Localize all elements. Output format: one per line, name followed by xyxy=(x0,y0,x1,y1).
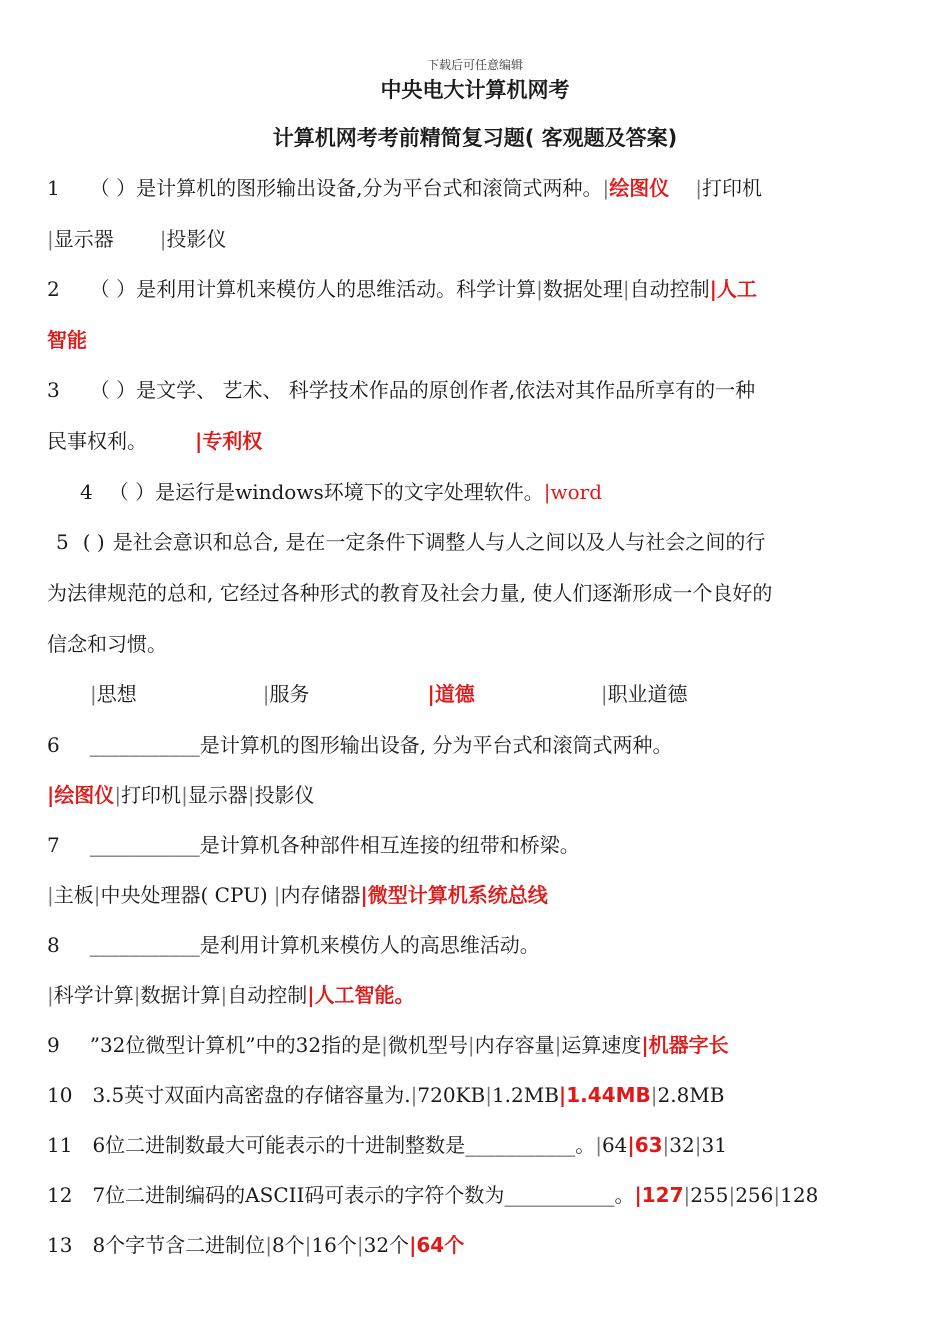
separator: | xyxy=(641,1033,649,1057)
question-number: 11 xyxy=(47,1133,73,1157)
question-paren: （ ） xyxy=(89,176,137,200)
separator: | xyxy=(181,783,188,807)
separator: | xyxy=(265,1233,272,1257)
separator: | xyxy=(307,983,315,1007)
separator: | xyxy=(427,682,435,706)
question-4-line-1 xyxy=(80,478,602,506)
question-7-options xyxy=(47,881,548,909)
separator: | xyxy=(634,1183,642,1207)
question-paren: （ ） xyxy=(89,378,137,402)
separator: | xyxy=(273,883,281,907)
correct-answer: 道德 xyxy=(434,682,475,706)
separator: | xyxy=(694,1133,702,1157)
question-number: 5 xyxy=(56,530,69,554)
separator: | xyxy=(262,682,270,706)
question-number: 12 xyxy=(47,1183,73,1207)
question-number: 1 xyxy=(47,176,60,200)
separator: | xyxy=(595,1133,602,1157)
option: 内存储器 xyxy=(280,883,361,907)
question-7-line-1 xyxy=(47,831,580,859)
question-number: 13 xyxy=(47,1233,73,1257)
question-text: 6位二进制数最大可能表示的十进制整数是 xyxy=(92,1133,466,1157)
question-number: 2 xyxy=(47,277,60,301)
separator: | xyxy=(622,277,630,301)
option: 投影仪 xyxy=(254,783,315,807)
question-5-line-2 xyxy=(47,579,772,607)
question-6-line-1 xyxy=(47,731,672,759)
separator: | xyxy=(709,277,717,301)
separator: | xyxy=(728,1183,736,1207)
document-subtitle: 计算机网考考前精简复习题( 客观题及答案) xyxy=(272,126,678,150)
separator: | xyxy=(695,176,702,200)
separator: | xyxy=(114,783,122,807)
separator: | xyxy=(159,227,167,251)
option: 打印机 xyxy=(121,783,182,807)
option: 32个 xyxy=(363,1233,410,1257)
separator: | xyxy=(195,429,203,453)
question-text: 3.5英寸双面内高密盘的存储容量为. xyxy=(92,1083,411,1107)
question-text: 是计算机各种部件相互连接的纽带和桥梁。 xyxy=(199,833,580,857)
document-title: 中央电大计算机网考 xyxy=(380,78,570,102)
separator: | xyxy=(467,1033,475,1057)
answer-blank: ___________ xyxy=(89,833,200,857)
question-text: 信念和习惯。 xyxy=(47,632,167,656)
answer-blank: ___________ xyxy=(89,733,200,757)
answer-blank: ___________ xyxy=(465,1133,576,1157)
question-text: 是利用计算机来模仿人的高思维活动。 xyxy=(199,933,540,957)
correct-answer: 63 xyxy=(634,1133,663,1157)
correct-answer: 64个 xyxy=(416,1233,465,1257)
option: 自动控制 xyxy=(227,983,308,1007)
option: 职业道德 xyxy=(607,682,688,706)
question-end: 。 xyxy=(575,1133,596,1157)
option: 投影仪 xyxy=(166,227,227,251)
option: 思想 xyxy=(96,682,137,706)
question-number: 10 xyxy=(47,1083,73,1107)
question-5-line-3 xyxy=(47,630,167,658)
correct-answer: 1.44MB xyxy=(566,1083,651,1107)
question-number: 9 xyxy=(47,1033,60,1057)
question-text: 民事权利。 xyxy=(47,429,147,453)
separator: | xyxy=(220,983,228,1007)
separator: | xyxy=(536,277,543,301)
separator: | xyxy=(662,1133,670,1157)
question-text: 是文学、 艺术、 科学技术作品的原创作者,依法对其作品所享有的一种 xyxy=(136,378,756,402)
question-2-line-2 xyxy=(47,326,87,354)
question-9-line-1 xyxy=(47,1031,729,1059)
option: 720KB xyxy=(417,1083,486,1107)
option: 服务 xyxy=(269,682,310,706)
option: 科学计算 xyxy=(53,983,134,1007)
separator: | xyxy=(543,480,551,504)
question-paren: （ ） xyxy=(89,277,137,301)
correct-answer: 机器字长 xyxy=(648,1033,729,1057)
question-end: 。 xyxy=(614,1183,635,1207)
option: 1.2MB xyxy=(491,1083,559,1107)
option: 数据计算 xyxy=(140,983,221,1007)
question-text: 7位二进制编码的ASCII码可表示的字符个数为 xyxy=(92,1183,505,1207)
question-2-line-1 xyxy=(47,275,757,303)
option: 64 xyxy=(601,1133,628,1157)
option: 科学计算 xyxy=(456,277,537,301)
question-5-line-1 xyxy=(56,528,765,556)
question-number: 8 xyxy=(47,933,60,957)
answer-blank: ___________ xyxy=(504,1183,615,1207)
separator: | xyxy=(47,783,55,807)
question-text: 是计算机的图形输出设备,分为平台式和滚筒式两种。 xyxy=(136,176,603,200)
separator: | xyxy=(47,227,54,251)
separator: | xyxy=(356,1233,364,1257)
question-number: 3 xyxy=(47,378,60,402)
question-text: 是利用计算机来模仿人的思维活动。 xyxy=(136,277,457,301)
question-text: 是计算机的图形输出设备, 分为平台式和滚筒式两种。 xyxy=(199,733,673,757)
question-11-line-1 xyxy=(47,1131,727,1159)
option: 内存容量 xyxy=(474,1033,555,1057)
question-8-options xyxy=(47,981,415,1009)
option: 运算速度 xyxy=(561,1033,642,1057)
option: 128 xyxy=(780,1183,819,1207)
option: 主板 xyxy=(53,883,94,907)
separator: | xyxy=(90,682,97,706)
separator: | xyxy=(602,176,610,200)
separator: | xyxy=(409,1233,417,1257)
separator: | xyxy=(247,783,255,807)
question-number: 7 xyxy=(47,833,60,857)
separator: | xyxy=(650,1083,658,1107)
option: 8个 xyxy=(271,1233,305,1257)
correct-answer: 微型计算机系统总线 xyxy=(367,883,548,907)
separator: | xyxy=(360,883,368,907)
correct-answer: 人工 xyxy=(716,277,757,301)
option: 数据处理 xyxy=(542,277,623,301)
separator: | xyxy=(133,983,141,1007)
option: 32 xyxy=(669,1133,695,1157)
question-paren: （ ） xyxy=(108,480,156,504)
separator: | xyxy=(47,883,54,907)
separator: | xyxy=(381,1033,388,1057)
separator: | xyxy=(600,682,608,706)
question-3-line-1 xyxy=(47,376,755,404)
question-text: 为法律规范的总和, 它经过各种形式的教育及社会力量, 使人们逐渐形成一个良好的 xyxy=(47,581,773,605)
option: 自动控制 xyxy=(629,277,710,301)
question-text: 是社会意识和总合, 是在一定条件下调整人与人之间以及人与社会之间的行 xyxy=(112,530,766,554)
correct-answer: 绘图仪 xyxy=(54,783,115,807)
correct-answer: 人工智能。 xyxy=(314,983,415,1007)
separator: | xyxy=(773,1183,781,1207)
option: 256 xyxy=(735,1183,774,1207)
correct-answer-continued: 智能 xyxy=(47,328,87,352)
separator: | xyxy=(683,1183,691,1207)
separator: | xyxy=(554,1033,562,1057)
question-12-line-1 xyxy=(47,1181,818,1209)
question-number: 4 xyxy=(80,480,93,504)
question-8-line-1 xyxy=(47,931,540,959)
separator: | xyxy=(485,1083,492,1107)
question-13-line-1 xyxy=(47,1231,464,1259)
correct-answer: 专利权 xyxy=(202,429,263,453)
header-note: 下载后可任意编辑 xyxy=(426,58,523,72)
option: 打印机 xyxy=(701,176,762,200)
option: 微机型号 xyxy=(387,1033,468,1057)
separator: | xyxy=(410,1083,418,1107)
correct-answer: 绘图仪 xyxy=(609,176,670,200)
option: 中央处理器( CPU) xyxy=(100,883,268,907)
separator: | xyxy=(558,1083,567,1107)
question-3-line-2 xyxy=(47,427,262,455)
option: 31 xyxy=(701,1133,727,1157)
option: 显示器 xyxy=(53,227,114,251)
question-1-line-1 xyxy=(47,174,762,202)
question-text: 8个字节含二进制位 xyxy=(92,1233,266,1257)
option: 16个 xyxy=(311,1233,357,1257)
question-text: ”32位微型计算机”中的32指的是 xyxy=(89,1033,382,1057)
correct-answer: 127 xyxy=(641,1183,684,1207)
separator: | xyxy=(304,1233,312,1257)
question-text: 是运行是windows环境下的文字处理软件。 xyxy=(155,480,544,504)
question-paren: ( ) xyxy=(82,530,105,554)
correct-answer: word xyxy=(550,480,602,504)
question-10-line-1 xyxy=(47,1081,724,1109)
answer-blank: ___________ xyxy=(89,933,200,957)
question-number: 6 xyxy=(47,733,60,757)
option: 显示器 xyxy=(187,783,248,807)
question-5-options xyxy=(90,680,688,708)
option: 2.8MB xyxy=(657,1083,725,1107)
option: 255 xyxy=(690,1183,729,1207)
separator: | xyxy=(627,1133,635,1157)
separator: | xyxy=(93,883,101,907)
separator: | xyxy=(47,983,54,1007)
question-1-line-2 xyxy=(47,225,227,253)
question-6-options xyxy=(47,781,315,809)
